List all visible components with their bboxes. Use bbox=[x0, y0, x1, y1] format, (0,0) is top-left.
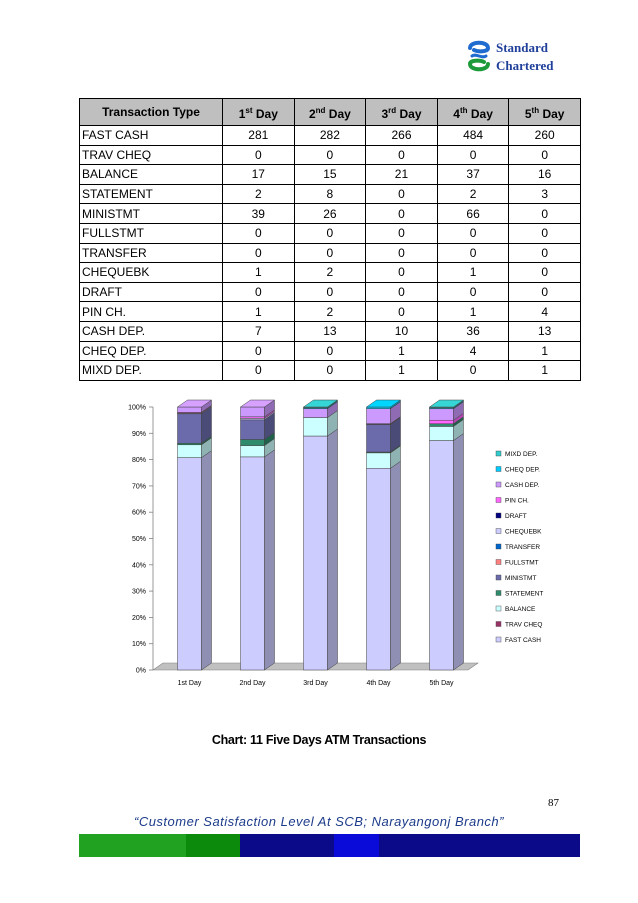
y-tick-label: 30% bbox=[131, 588, 146, 596]
legend-label: PIN CH. bbox=[505, 497, 529, 505]
header-day-word: Day bbox=[396, 106, 422, 121]
cell-value: 2 bbox=[294, 263, 366, 283]
cell-transaction-type: TRANSFER bbox=[80, 243, 223, 263]
cell-value: 2 bbox=[223, 184, 295, 204]
cell-value: 0 bbox=[366, 263, 438, 283]
cell-value: 0 bbox=[223, 243, 295, 263]
table-row bbox=[80, 204, 581, 224]
chart-canvas bbox=[108, 390, 553, 700]
legend-swatch bbox=[496, 482, 501, 487]
table-row bbox=[80, 321, 581, 341]
page-number: 87 bbox=[548, 797, 559, 809]
cell-value: 0 bbox=[294, 145, 366, 165]
cell-value: 0 bbox=[509, 263, 581, 283]
cell-value: 4 bbox=[509, 302, 581, 322]
legend-label: MIXD DEP. bbox=[505, 451, 538, 458]
header-day-suffix: nd bbox=[315, 105, 326, 115]
cell-value: 16 bbox=[509, 165, 581, 185]
legend-label: MINISTMT bbox=[505, 575, 537, 582]
bar-segment bbox=[304, 418, 328, 436]
y-tick-label: 90% bbox=[131, 430, 146, 438]
cell-value: 2 bbox=[294, 302, 366, 322]
cell-value: 0 bbox=[294, 282, 366, 302]
cell-value: 17 bbox=[223, 165, 295, 185]
bar-segment bbox=[178, 407, 202, 412]
header-day-suffix: rd bbox=[388, 105, 397, 115]
table-row bbox=[80, 263, 581, 283]
bar-segment bbox=[178, 445, 202, 458]
cell-transaction-type: FAST CASH bbox=[80, 126, 223, 146]
cell-value: 8 bbox=[294, 184, 366, 204]
brand-name-line2: Chartered bbox=[496, 58, 554, 73]
bar-segment-side bbox=[328, 429, 338, 670]
bar-segment bbox=[367, 468, 391, 670]
legend-label: BALANCE bbox=[505, 606, 536, 613]
cell-value: 1 bbox=[437, 302, 509, 322]
y-tick-label: 20% bbox=[131, 614, 146, 622]
legend-swatch bbox=[496, 451, 501, 456]
bar-segment bbox=[178, 458, 202, 670]
cell-value: 0 bbox=[366, 223, 438, 243]
brand-name-line1: Standard bbox=[496, 40, 549, 55]
legend-label: TRANSFER bbox=[505, 544, 541, 551]
cell-value: 1 bbox=[223, 302, 295, 322]
cell-value: 484 bbox=[437, 126, 509, 146]
legend-swatch bbox=[496, 606, 501, 611]
legend-swatch bbox=[496, 622, 501, 627]
cell-value: 266 bbox=[366, 126, 438, 146]
table-row bbox=[80, 243, 581, 263]
x-tick-label: 1st Day bbox=[177, 680, 202, 687]
header-transaction-type: Transaction Type bbox=[80, 99, 223, 126]
x-tick-label: 4th Day bbox=[366, 680, 391, 687]
cell-transaction-type: PIN CH. bbox=[80, 302, 223, 322]
header-day-word: Day bbox=[252, 106, 278, 121]
cell-value: 0 bbox=[223, 145, 295, 165]
cell-value: 0 bbox=[223, 223, 295, 243]
cell-value: 0 bbox=[294, 341, 366, 361]
footer-color-bar bbox=[79, 834, 580, 857]
table-header-row bbox=[80, 99, 581, 126]
header-day-word: Day bbox=[325, 106, 351, 121]
cell-value: 281 bbox=[223, 126, 295, 146]
cell-transaction-type: CHEQUEBK bbox=[80, 263, 223, 283]
cell-value: 66 bbox=[437, 204, 509, 224]
table-row bbox=[80, 165, 581, 185]
cell-transaction-type: STATEMENT bbox=[80, 184, 223, 204]
bar-segment bbox=[241, 446, 265, 457]
stacked-bar-chart bbox=[108, 390, 553, 700]
table-row bbox=[80, 282, 581, 302]
cell-transaction-type: MINISTMT bbox=[80, 204, 223, 224]
legend-label: TRAV CHEQ bbox=[505, 621, 543, 629]
bar-segment bbox=[304, 409, 328, 418]
bar-segment bbox=[430, 420, 454, 424]
cell-value: 7 bbox=[223, 321, 295, 341]
cell-value: 3 bbox=[509, 184, 581, 204]
bar-segment bbox=[430, 441, 454, 670]
chart-caption: Chart: 11 Five Days ATM Transactions bbox=[211, 733, 427, 747]
cell-value: 0 bbox=[366, 302, 438, 322]
cell-value: 1 bbox=[509, 361, 581, 381]
header-day-word: Day bbox=[539, 106, 565, 121]
legend-swatch bbox=[496, 560, 501, 565]
transaction-table bbox=[79, 98, 581, 381]
table-body bbox=[80, 126, 581, 381]
header-day-num: 2 bbox=[308, 106, 316, 121]
legend-swatch bbox=[496, 544, 501, 549]
header-day-num: 4 bbox=[453, 106, 460, 121]
cell-value: 0 bbox=[366, 282, 438, 302]
header-day bbox=[509, 99, 581, 126]
cell-value: 0 bbox=[223, 282, 295, 302]
cell-value: 2 bbox=[437, 184, 509, 204]
cell-value: 0 bbox=[509, 204, 581, 224]
bar-segment-side bbox=[454, 434, 464, 670]
cell-value: 0 bbox=[294, 361, 366, 381]
legend-swatch bbox=[496, 498, 501, 503]
footer-bar-segment bbox=[79, 834, 186, 857]
x-tick-label: 2nd Day bbox=[239, 680, 266, 687]
cell-value: 15 bbox=[294, 165, 366, 185]
bar-segment bbox=[367, 453, 391, 468]
cell-value: 0 bbox=[509, 223, 581, 243]
legend-swatch bbox=[496, 575, 501, 580]
bar-segment-side bbox=[391, 461, 401, 670]
header-day bbox=[294, 99, 366, 126]
legend-label: CHEQUEBK bbox=[505, 528, 542, 536]
y-tick-label: 60% bbox=[131, 509, 146, 517]
cell-transaction-type: CASH DEP. bbox=[80, 321, 223, 341]
standard-chartered-logo-icon bbox=[466, 38, 492, 74]
cell-value: 0 bbox=[366, 204, 438, 224]
legend-swatch bbox=[496, 513, 501, 518]
cell-value: 0 bbox=[509, 145, 581, 165]
header-day bbox=[223, 99, 295, 126]
cell-value: 1 bbox=[437, 263, 509, 283]
table-row bbox=[80, 302, 581, 322]
legend-label: FAST CASH bbox=[505, 637, 542, 644]
bar-segment bbox=[367, 425, 391, 453]
cell-value: 4 bbox=[437, 341, 509, 361]
y-tick-label: 50% bbox=[131, 536, 146, 543]
legend-swatch bbox=[496, 529, 501, 534]
y-tick-label: 10% bbox=[131, 641, 146, 649]
cell-value: 1 bbox=[366, 341, 438, 361]
legend-label: CHEQ DEP. bbox=[505, 466, 540, 474]
bar-segment bbox=[241, 439, 265, 445]
cell-transaction-type: TRAV CHEQ bbox=[80, 145, 223, 165]
legend-label: CASH DEP. bbox=[505, 482, 540, 489]
bar-segment bbox=[241, 407, 265, 417]
table-row bbox=[80, 341, 581, 361]
header-day-suffix: st bbox=[245, 105, 253, 115]
table-row bbox=[80, 361, 581, 381]
x-tick-label: 5th Day bbox=[429, 680, 454, 687]
cell-value: 0 bbox=[366, 145, 438, 165]
cell-transaction-type: BALANCE bbox=[80, 165, 223, 185]
footer-bar-segment bbox=[240, 834, 334, 857]
y-tick-label: 0% bbox=[135, 667, 146, 675]
bar-segment bbox=[430, 409, 454, 420]
cell-value: 260 bbox=[509, 126, 581, 146]
footer-text: “Customer Satisfaction Level At SCB; Narayangonj Branch” bbox=[133, 814, 504, 829]
y-tick-label: 100% bbox=[128, 404, 146, 412]
table-row bbox=[80, 184, 581, 204]
table-row bbox=[80, 223, 581, 243]
legend-label: FULLSTMT bbox=[505, 559, 539, 567]
cell-value: 0 bbox=[223, 341, 295, 361]
cell-value: 0 bbox=[509, 282, 581, 302]
header-day-word: Day bbox=[467, 106, 493, 121]
bar-segment bbox=[430, 424, 454, 427]
cell-value: 39 bbox=[223, 204, 295, 224]
legend-swatch bbox=[496, 637, 501, 642]
cell-value: 282 bbox=[294, 126, 366, 146]
cell-value: 13 bbox=[294, 321, 366, 341]
cell-value: 0 bbox=[437, 361, 509, 381]
cell-value: 0 bbox=[437, 145, 509, 165]
x-tick-label: 3rd Day bbox=[303, 680, 328, 687]
header-day-suffix: th bbox=[531, 105, 540, 115]
legend-label: DRAFT bbox=[505, 513, 527, 520]
y-tick-label: 80% bbox=[131, 457, 146, 465]
header-day-suffix: th bbox=[459, 105, 468, 115]
cell-value: 1 bbox=[223, 263, 295, 283]
header-day bbox=[366, 99, 438, 126]
cell-value: 37 bbox=[437, 165, 509, 185]
cell-value: 13 bbox=[509, 321, 581, 341]
footer-bar-segment bbox=[379, 834, 580, 857]
bar-segment bbox=[178, 414, 202, 443]
brand-logo bbox=[466, 36, 566, 78]
cell-transaction-type: DRAFT bbox=[80, 282, 223, 302]
footer-bar-segment bbox=[186, 834, 240, 857]
cell-value: 0 bbox=[509, 243, 581, 263]
legend-label: STATEMENT bbox=[505, 590, 544, 598]
header-day-num: 1 bbox=[238, 106, 246, 121]
cell-transaction-type: CHEQ DEP. bbox=[80, 341, 223, 361]
cell-value: 0 bbox=[366, 243, 438, 263]
bar-segment bbox=[241, 457, 265, 670]
bar-segment bbox=[304, 436, 328, 670]
cell-value: 1 bbox=[366, 361, 438, 381]
cell-value: 10 bbox=[366, 321, 438, 341]
header-day-num: 5 bbox=[524, 106, 532, 121]
bar-segment bbox=[241, 420, 265, 440]
cell-value: 0 bbox=[294, 223, 366, 243]
footer-bar-segment bbox=[334, 834, 379, 857]
y-tick-label: 70% bbox=[131, 483, 146, 491]
header-day-num: 3 bbox=[381, 106, 389, 121]
bar-segment bbox=[367, 409, 391, 424]
table-row bbox=[80, 126, 581, 146]
cell-value: 0 bbox=[366, 184, 438, 204]
cell-value: 1 bbox=[509, 341, 581, 361]
cell-value: 0 bbox=[223, 361, 295, 381]
cell-value: 0 bbox=[437, 282, 509, 302]
cell-value: 26 bbox=[294, 204, 366, 224]
cell-value: 36 bbox=[437, 321, 509, 341]
cell-transaction-type: FULLSTMT bbox=[80, 223, 223, 243]
table-row bbox=[80, 145, 581, 165]
legend-swatch bbox=[496, 467, 501, 472]
cell-value: 0 bbox=[437, 223, 509, 243]
bar-segment-side bbox=[202, 451, 212, 670]
cell-value: 0 bbox=[294, 243, 366, 263]
bar-segment bbox=[430, 426, 454, 440]
cell-transaction-type: MIXD DEP. bbox=[80, 361, 223, 381]
bar-segment-side bbox=[265, 450, 275, 670]
y-tick-label: 40% bbox=[131, 562, 146, 570]
legend-swatch bbox=[496, 591, 501, 596]
bar-segment bbox=[367, 407, 391, 409]
cell-value: 21 bbox=[366, 165, 438, 185]
header-day bbox=[437, 99, 509, 126]
cell-value: 0 bbox=[437, 243, 509, 263]
